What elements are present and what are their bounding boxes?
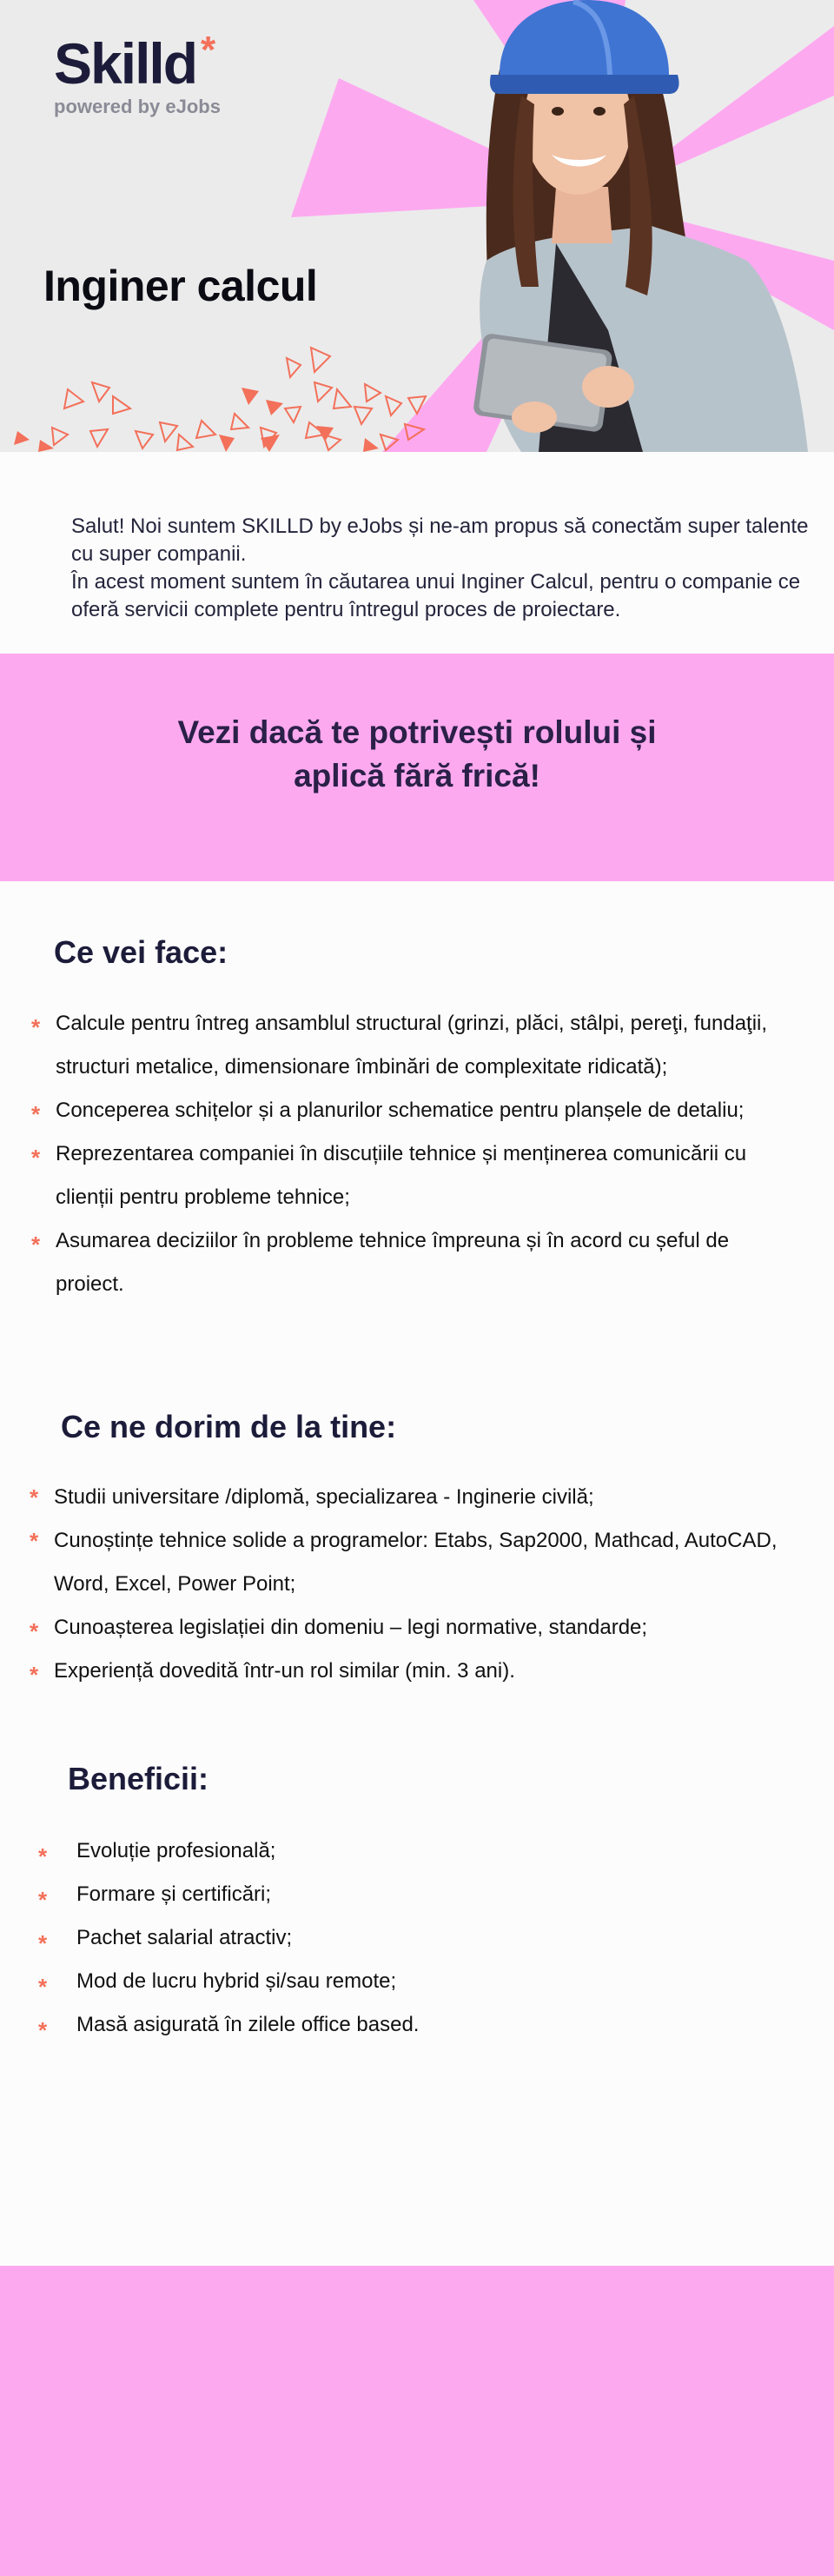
- requirements-title: Ce ne dorim de la tine:: [61, 1409, 397, 1444]
- asterisk-bullet-icon: *: [38, 1843, 48, 1869]
- list-item: * Reprezentarea companiei în discuțiile tehnice și menținerea comunicării cu clienții pentru probleme tehnice;: [31, 1142, 747, 1209]
- list-item: * Cunoștințe tehnice solide a programelor: Etabs, Sap2000, Mathcad, AutoCAD, Word, Excel, Power Point;: [30, 1528, 778, 1596]
- engineer-woman-photo: [473, 0, 808, 452]
- asterisk-bullet-icon: *: [38, 2017, 48, 2043]
- list-item: * Studii universitare /diplomă, specializarea - Inginerie civilă;: [30, 1484, 594, 1510]
- intro-text: [71, 513, 810, 624]
- list-item: * Cunoașterea legislației din domeniu – legi normative, standarde;: [30, 1616, 648, 1644]
- cta-band: [0, 654, 834, 881]
- cta-text: [0, 711, 834, 798]
- list-item: * Formare și certificări;: [38, 1882, 272, 1913]
- asterisk-bullet-icon: *: [30, 1618, 39, 1644]
- asterisk-bullet-icon: *: [30, 1484, 39, 1510]
- asterisk-bullet-icon: *: [38, 1930, 48, 1956]
- intro-line-2: În acest moment suntem în căutarea unui Inginer Calcul, pentru o companie ce oferă servicii complete pentru întregul proces de proiectare.: [71, 570, 801, 621]
- footer-band: [0, 2266, 834, 2576]
- list-item: * Mod de lucru hybrid și/sau remote;: [38, 1969, 397, 2000]
- logo-tagline: powered by eJobs: [54, 96, 221, 117]
- job-title: Inginer calcul: [43, 262, 318, 310]
- list-item: * Conceperea schițelor și a planurilor schematice pentru planșele de detaliu;: [31, 1099, 745, 1127]
- requirements-list: [30, 1476, 810, 1693]
- asterisk-bullet-icon: *: [38, 1974, 48, 2000]
- asterisk-bullet-icon: *: [30, 1662, 39, 1688]
- tasks-title: Ce vei face:: [54, 934, 228, 970]
- logo-wordmark: Skilld *: [54, 29, 215, 96]
- list-item: * Experiență dovedită într-un rol similar (min. 3 ani).: [30, 1659, 515, 1688]
- tasks-list: [31, 1002, 803, 1306]
- hero-banner: [0, 0, 834, 452]
- asterisk-bullet-icon: *: [31, 1014, 41, 1040]
- skilld-logo[interactable]: [54, 29, 221, 118]
- list-item: * Masă asigurată în zilele office based.: [38, 2013, 420, 2043]
- list-item: * Calcule pentru întreg ansamblul structural (grinzi, plăci, stâlpi, pereţi, fundaţii, structuri metalice, dimensionare îmbinări de complexitate ridicată);: [31, 1012, 768, 1079]
- logo-star-icon: *: [200, 29, 215, 71]
- asterisk-bullet-icon: *: [31, 1145, 41, 1171]
- list-item: * Pachet salarial atractiv;: [38, 1926, 293, 1956]
- asterisk-bullet-icon: *: [30, 1528, 39, 1554]
- asterisk-bullet-icon: *: [38, 1887, 48, 1913]
- list-item: * Asumarea deciziilor în probleme tehnice împreuna și în acord cu șeful de proiect.: [31, 1229, 730, 1296]
- list-item: * Evoluție profesională;: [38, 1839, 276, 1869]
- benefits-title: Beneficii:: [68, 1761, 209, 1796]
- asterisk-bullet-icon: *: [31, 1101, 41, 1127]
- benefits-list: [38, 1829, 789, 2047]
- cta-line-1: Vezi dacă te potrivești rolului și: [177, 714, 657, 750]
- cta-line-2: aplică fără frică!: [294, 758, 540, 793]
- asterisk-bullet-icon: *: [31, 1232, 41, 1258]
- intro-line-1: Salut! Noi suntem SKILLD by eJobs și ne-am propus să conectăm super talente cu super companii.: [71, 515, 809, 566]
